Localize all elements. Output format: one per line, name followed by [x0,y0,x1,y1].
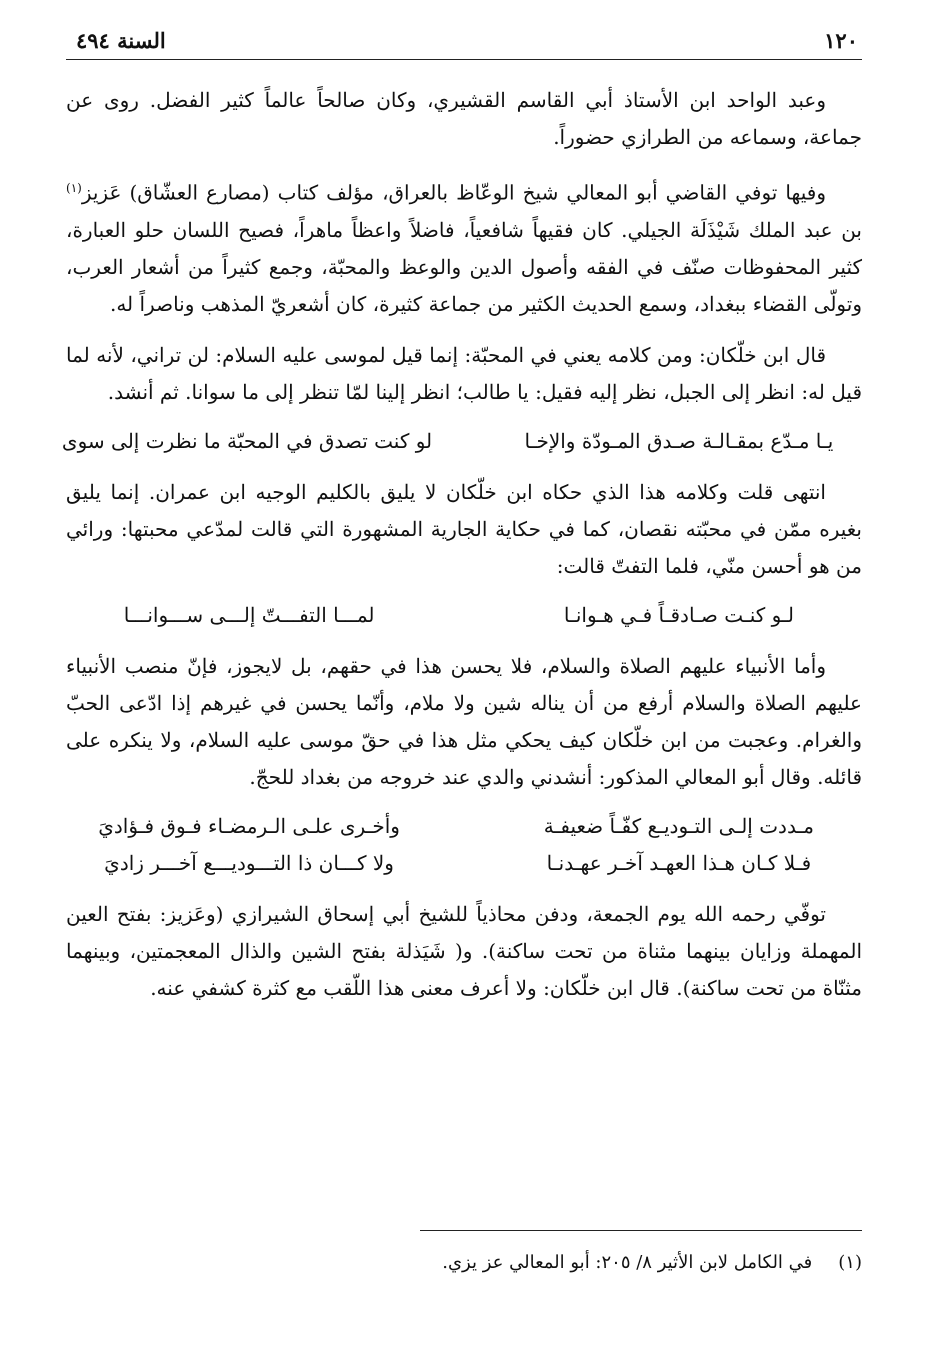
page [61,28,862,1007]
verse-1 [61,423,862,460]
verse-4 [66,845,862,882]
paragraph-3: قال ابن خلّكان: ومن كلامه يعني في المحبّة: إنما قيل لموسى عليه السلام: لن تراني، لأنه لما قيل له: انظر إلى الجبل، نظر إليه فقيل: يا طالب؛ انظر إلينا لمّا تنظر إلى ما سوانا. ثم أنشد. [66,342,862,404]
footnote-divider [420,1230,862,1231]
footnote-text: في الكامل لابن الأثير ٨/ ٢٠٥: أبو المعالي عز يزي. [442,1252,813,1273]
verse-1-first-hemistich: يـا مـدّع بمقـالـة صـدق المـودّة والإخـا [524,428,834,453]
verse-2 [66,597,862,634]
year-label: السنة ٤٩٤ [76,28,166,53]
poem-block [66,808,862,882]
page-number: ١٢٠ [824,28,858,53]
paragraph-2-part-b: بن عبد الملك شَيْذَلَة الجيلي. كان فقيهاً شافعياً، فاضلاً واعظاً ماهراً، فصيح اللسان حلو العبارة، كثير المحفوظات صنّف في الفقه وأصول الدين والوعظ والمحبّة، وجمع كثيراً من أشعار العرب، وتولّى القضاء ببغداد، وسمع الحديث الكثير من جماعة كثيرة، كان أشعريّ المذهب وناصراً له. [66,217,862,316]
paragraph-2 [66,170,862,323]
paragraph-1: وعبد الواحد ابن الأستاذ أبي القاسم القشيري، وكان صالحاً عالماً كثير الفضل. روى عن جماعة، وسماعه من الطرازي حضوراً. [66,88,862,149]
paragraph-4: انتهى قلت وكلامه هذا الذي حكاه ابن خلّكان لا يليق بالكليم الوجيه ابن عمران. إنما يليق بغيره ممّن في محبّته نقصان، كما في حكاية الجارية المشهورة التي قالت لمدّعي محبتها: ورائي من هو أحسن منّي، فلما التفتّ قالت: [66,479,862,578]
verse-1-second-hemistich: لو كنت تصدق في المحبّة ما نظرت إلى سوى [61,428,433,453]
verse-3-second-hemistich: وأخـرى علـى الـرمضـاء فـوق فـؤاديَ [98,813,400,838]
verse-2-second-hemistich: لمـــا التفـــتّ إلـــى ســـوانـــا [123,602,375,627]
footnote [66,1248,862,1278]
paragraph-2-part-a: وفيها توفي القاضي أبو المعالي شيخ الوعّاظ بالعراق، مؤلف كتاب (مصارع العشّاق) عَزيز [81,180,826,205]
verse-4-first-hemistich: فـلا كـان هـذا العهـد آخـر عهـدنـا [546,850,812,875]
page-header [66,28,862,60]
verse-3 [66,808,862,845]
footnote-number: (١) [838,1252,862,1273]
verse-4-second-hemistich: ولا كـــان ذا التـــوديـــع آخـــر زاديَ [104,850,394,875]
paragraph-6: توفّي رحمه الله يوم الجمعة، ودفن محاذياً للشيخ أبي إسحاق الشيرازي (وعَزيز: بفتح العين المهملة وزايان بينهما مثناة من تحت ساكنة). و( شَيَذلة بفتح الشين والذال المعجمتين، وبينهما مثنّاة من تحت ساكنة). قال ابن خلّكان: ولا أعرف معنى هذا اللّقب مع كثرة كشفي عنه. [66,901,862,1000]
paragraph-5: وأما الأنبياء عليهم الصلاة والسلام، فلا يحسن هذا في حقهم، بل لايجوز، فإنّ منصب الأنبياء عليهم الصلاة والسلام أرفع من أن يناله شين ولا ملام، وأنّما يحسن في غيرهم إذا ادّعى الحبّ والغرام. وعجبت من ابن خلّكان كيف يحكي مثل هذا في حقّ موسى عليه السلام، ولا ينكره على قائله. وقال أبو المعالي المذكور: أنشدني والدي عند خروجه من بغداد للحجّ. [66,653,862,789]
verse-2-first-hemistich: لـو كنـت صـادقـاً فـي هـوانـا [563,602,794,627]
footnote-ref[interactable]: (١) [66,181,82,195]
verse-3-first-hemistich: مـددت إلـى التـوديـع كفّـاً ضعيفـة [543,813,815,838]
